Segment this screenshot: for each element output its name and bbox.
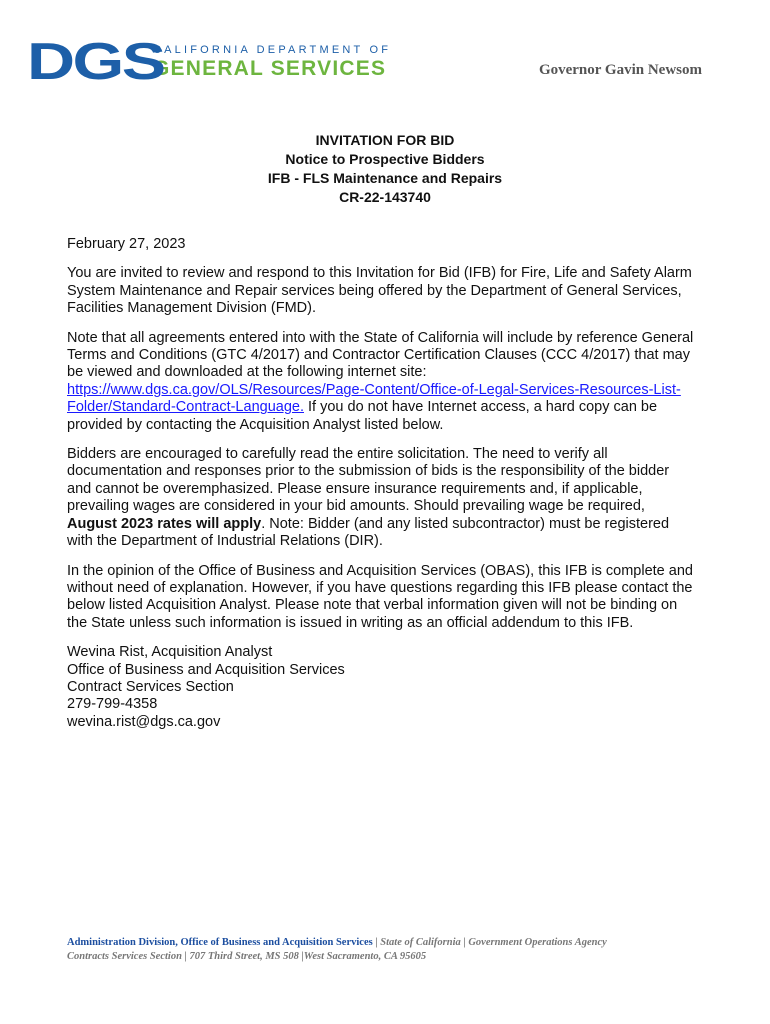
contact-block (67, 644, 697, 731)
contact-name: Wevina Rist, Acquisition Analyst (67, 644, 273, 661)
footer-division: Administration Division, Office of Business and Acquisition Services (67, 937, 373, 948)
contact-phone: 279-799-4358 (67, 696, 158, 713)
footer-line1 (67, 936, 607, 950)
contact-office: Office of Business and Acquisition Services (67, 661, 345, 678)
paragraph-bidders (67, 446, 697, 550)
title-line4: CR-22-143740 (339, 189, 431, 205)
paragraph-terms (67, 330, 697, 434)
rates-emphasis: August 2023 rates will apply (67, 515, 262, 532)
contract-language-link[interactable]: https://www.dgs.ca.gov/OLS/Resources/Page-Content/Office-of-Legal-Services-Resources-List-Folder/Standard-Contract-Language. (67, 381, 681, 416)
footer-sep2: | (460, 937, 469, 948)
footer-sep1: | (372, 937, 381, 948)
footer-state: State of California (380, 937, 461, 948)
title-line3: IFB - FLS Maintenance and Repairs (267, 170, 503, 186)
governor-name: Governor Gavin Newsom (538, 62, 702, 78)
letter-date: February 27, 2023 (67, 236, 186, 252)
document-title (0, 131, 770, 207)
terms-text: Note that all agreements entered into with the State of California will include by reference General Terms and Conditions (GTC 4/2017) and Contractor Certification Clauses (CCC 4/2017) that may be viewed and downloaded at the following internet site: (67, 329, 694, 381)
logo-mark: DGS (27, 33, 164, 91)
contact-section: Contract Services Section (67, 678, 234, 695)
paragraph-opinion: In the opinion of the Office of Business and Acquisition Services (OBAS), this IFB is complete and without need of explanation. However, if you have questions regarding this IFB please contact the below listed Acquisition Analyst. Please note that verbal information given will not be binding on the State unless such information is issued in writing as an official addendum to this IFB. (67, 562, 693, 631)
logo-line2: GENERAL SERVICES (153, 56, 387, 80)
title-line2: Notice to Prospective Bidders (285, 151, 485, 167)
footer-agency: Government Operations Agency (468, 937, 607, 948)
bidders-text-after: . Note: Bidder (and any listed subcontractor) must be registered with the Department of Industrial Relations (DIR). (67, 515, 670, 550)
logo-text (153, 44, 391, 79)
paragraph-intro: You are invited to review and respond to this Invitation for Bid (IFB) for Fire, Life and Safety Alarm System Maintenance and Repair services being offered by the Department of General Services, Facilities Management Division (FMD). (67, 265, 692, 317)
letter-body (67, 236, 697, 731)
dgs-logo (27, 33, 392, 91)
page-footer (67, 936, 607, 964)
bidders-text: Bidders are encouraged to carefully read the entire solicitation. The need to verify all documentation and responses prior to the submission of bids is the responsibility of the bidder and cannot be overemphasized. Please ensure insurance requirements and, if applicable, prevailing wages are considered in your bid amounts. Should prevailing wage be required, (67, 446, 670, 515)
terms-text-after: If you do not have Internet access, a hard copy can be provided by contacting the Acquisition Analyst listed below. (67, 399, 658, 433)
footer-line2: Contracts Services Section | 707 Third Street, MS 508 |West Sacramento, CA 95605 (67, 951, 427, 962)
contact-email: wevina.rist@dgs.ca.gov (67, 713, 221, 730)
logo-line1: CALIFORNIA DEPARTMENT OF (153, 44, 392, 57)
title-line1: INVITATION FOR BID (315, 132, 455, 148)
